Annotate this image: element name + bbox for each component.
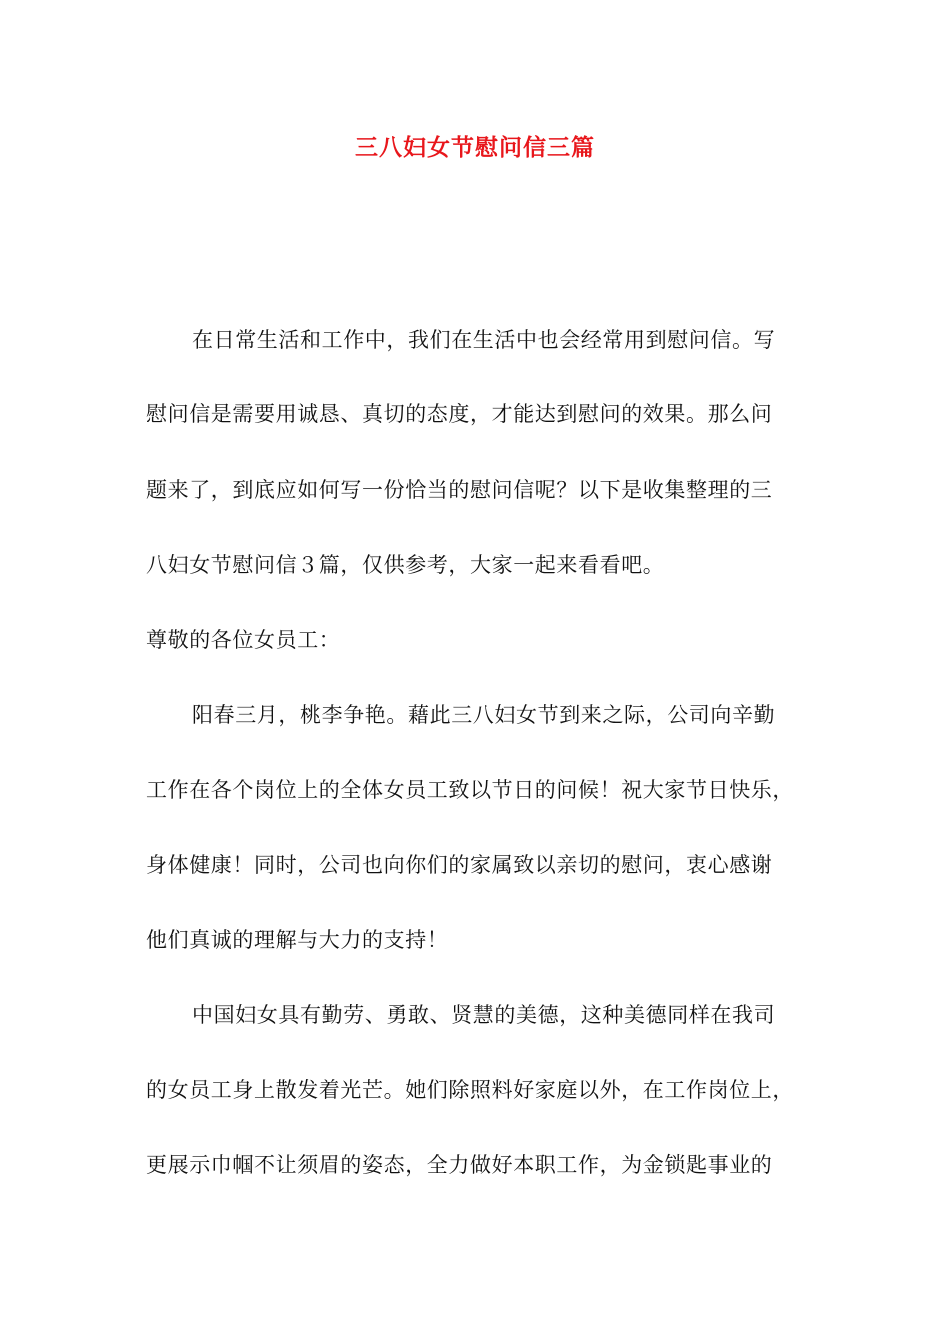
body-line-4: 他们真诚的理解与大力的支持！ [146, 928, 449, 952]
body-line-1: 阳春三月，桃李争艳。藉此三八妇女节到来之际，公司向辛勤 [192, 703, 776, 727]
body-line-2: 工作在各个岗位上的全体女员工致以节日的问候！祝大家节日快乐， [146, 778, 794, 802]
salutation: 尊敬的各位女员工： [146, 628, 341, 652]
body-line-5: 中国妇女具有勤劳、勇敢、贤慧的美德，这种美德同样在我司 [192, 1003, 776, 1027]
intro-line-4: 八妇女节慰问信３篇，仅供参考，大家一起来看看吧。 [146, 553, 665, 577]
intro-line-2: 慰问信是需要用诚恳、真切的态度，才能达到慰问的效果。那么问 [146, 402, 773, 426]
body-line-6: 的女员工身上散发着光芒。她们除照料好家庭以外，在工作岗位上， [146, 1078, 794, 1102]
body-line-7: 更展示巾帼不让须眉的姿态，全力做好本职工作，为金锁匙事业的 [146, 1153, 773, 1177]
body-line-3: 身体健康！同时，公司也向你们的家属致以亲切的慰问，衷心感谢 [146, 853, 773, 877]
document-title: 三八妇女节慰问信三篇 [355, 134, 595, 161]
intro-line-3: 题来了，到底应如何写一份恰当的慰问信呢？以下是收集整理的三 [146, 478, 773, 502]
intro-line-1: 在日常生活和工作中，我们在生活中也会经常用到慰问信。写 [192, 328, 776, 352]
